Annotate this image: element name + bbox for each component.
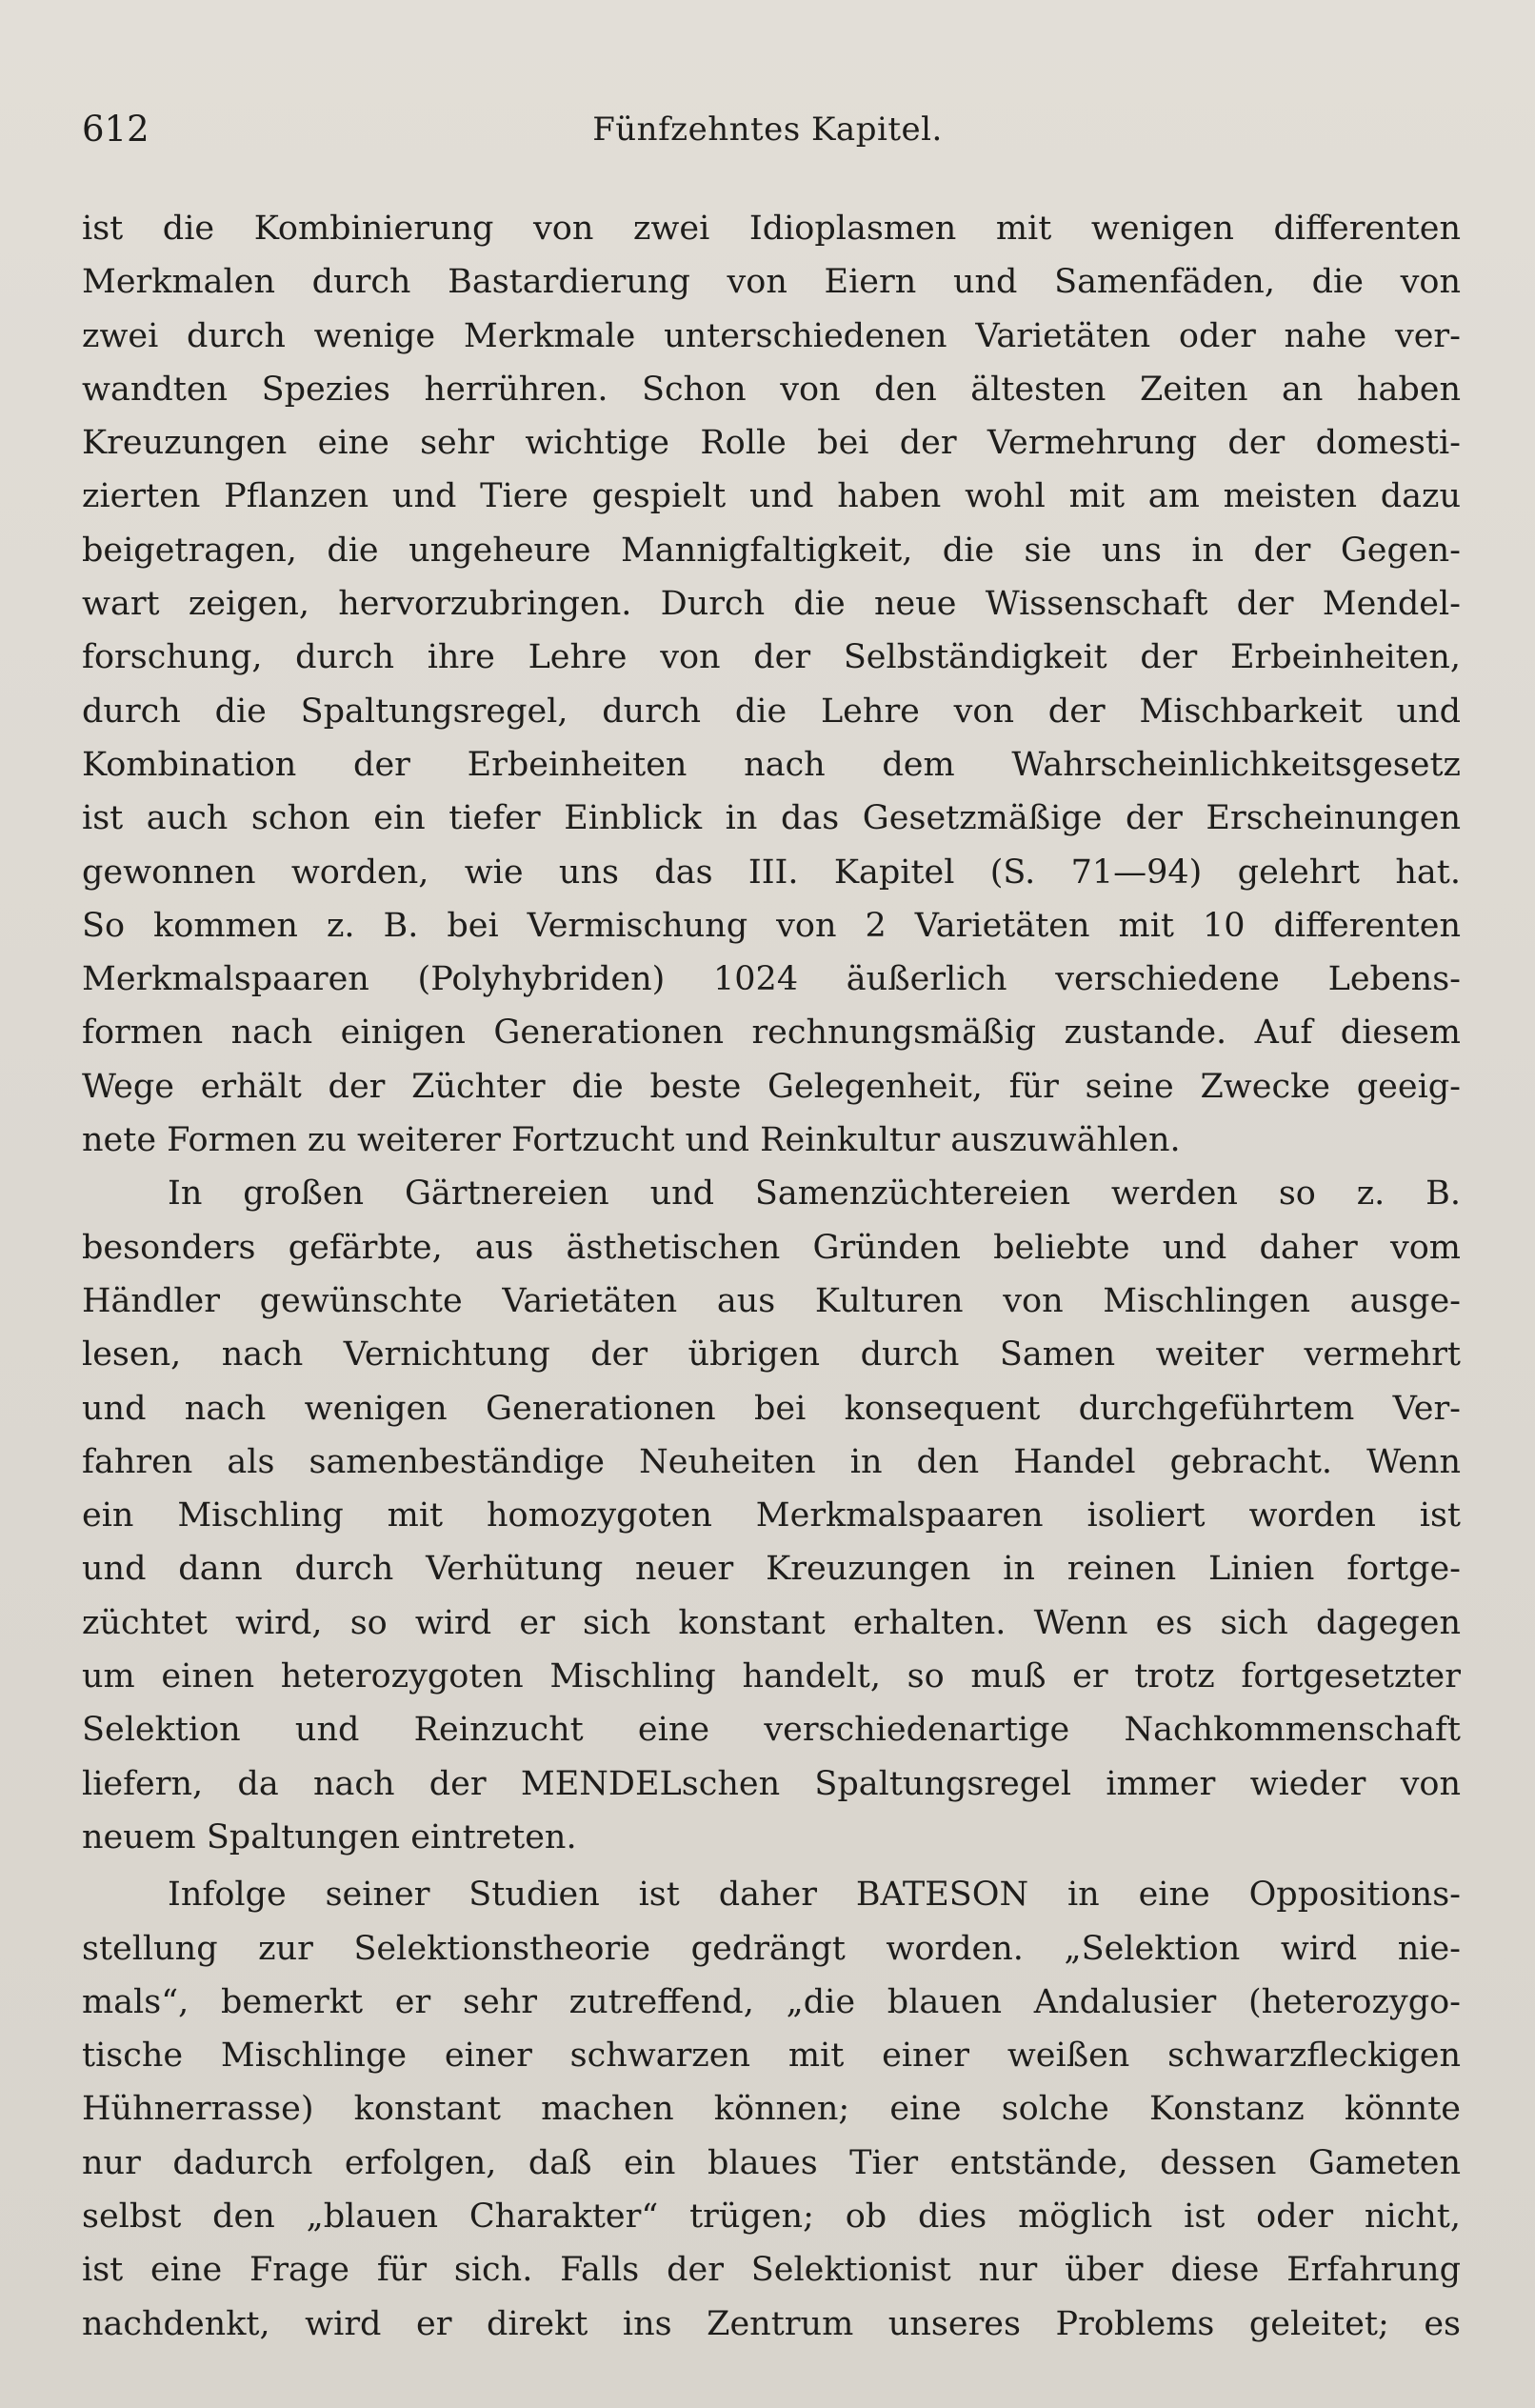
text-line: und nach wenigen Generationen bei konsequent durchgeführtem Ver- (82, 1389, 1461, 1428)
body-text (82, 202, 1461, 2351)
text-line: wandten Spezies herrühren. Schon von den ältesten Zeiten an haben (82, 370, 1461, 409)
text-line: liefern, da nach der MENDELschen Spaltungsregel immer wieder von (82, 1764, 1461, 1803)
text-line: mals“, bemerkt er sehr zutreffend, „die blauen Andalusier (heterozygo- (82, 1982, 1461, 2021)
text-line: So kommen z. B. bei Vermischung von 2 Varietäten mit 10 differenten (82, 906, 1461, 945)
text-line: Hühnerrasse) konstant machen können; eine solche Konstanz könnte (82, 2090, 1461, 2129)
page-number: 612 (82, 109, 150, 150)
text-line: züchtet wird, so wird er sich konstant erhalten. Wenn es sich dagegen (82, 1603, 1461, 1642)
text-line: nachdenkt, wird er direkt ins Zentrum unseres Problems geleitet; es (82, 2304, 1461, 2343)
paragraph-start-line: In großen Gärtnereien und Samenzüchtereien werden so z. B. (168, 1174, 1461, 1214)
text-line: Merkmalspaaren (Polyhybriden) 1024 äußerlich verschiedene Lebens- (82, 960, 1461, 999)
text-line: formen nach einigen Generationen rechnungsmäßig zustande. Auf diesem (82, 1013, 1461, 1053)
text-line: neuem Spaltungen eintreten. (82, 1817, 577, 1856)
text-line: besonders gefärbte, aus ästhetischen Gründen beliebte und daher vom (82, 1228, 1461, 1267)
text-line: ist eine Frage für sich. Falls der Selektionist nur über diese Erfahrung (82, 2251, 1461, 2290)
text-line: stellung zur Selektionstheorie gedrängt worden. „Selektion wird nie- (82, 1929, 1461, 1968)
text-line: Kreuzungen eine sehr wichtige Rolle bei der Vermehrung der domesti- (82, 424, 1461, 463)
text-line: tische Mischlinge einer schwarzen mit einer weißen schwarzfleckigen (82, 2037, 1461, 2076)
text-line: zwei durch wenige Merkmale unterschiedenen Varietäten oder nahe ver- (82, 316, 1461, 355)
text-line: wart zeigen, hervorzubringen. Durch die neue Wissenschaft der Mendel- (82, 585, 1461, 624)
text-line: gewonnen worden, wie uns das III. Kapitel (S. 71—94) gelehrt hat. (82, 853, 1461, 892)
text-line: forschung, durch ihre Lehre von der Selbständigkeit der Erbeinheiten, (82, 638, 1461, 677)
text-line: ist auch schon ein tiefer Einblick in das Gesetzmäßige der Erscheinungen (82, 799, 1461, 838)
text-line: nur dadurch erfolgen, daß ein blaues Tier entstände, dessen Gameten (82, 2143, 1461, 2182)
paragraph-start-line: Infolge seiner Studien ist daher BATESON in eine Oppositions- (168, 1876, 1461, 1915)
text-line: durch die Spaltungsregel, durch die Lehre von der Mischbarkeit und (82, 692, 1461, 731)
text-line: Händler gewünschte Varietäten aus Kulturen von Mischlingen ausge- (82, 1281, 1461, 1320)
text-line: beigetragen, die ungeheure Mannigfaltigkeit, die sie uns in der Gegen- (82, 531, 1461, 570)
text-line: zierten Pflanzen und Tiere gespielt und haben wohl mit am meisten dazu (82, 477, 1461, 516)
text-line: Kombination der Erbeinheiten nach dem Wahrscheinlichkeitsgesetz (82, 745, 1461, 784)
text-line: ein Mischling mit homozygoten Merkmalspaaren isoliert worden ist (82, 1496, 1461, 1535)
text-line: Merkmalen durch Bastardierung von Eiern und Samenfäden, die von (82, 263, 1461, 302)
text-line: nete Formen zu weiterer Fortzucht und Reinkultur auszuwählen. (82, 1121, 1181, 1160)
text-line: um einen heterozygoten Mischling handelt, so muß er trotz fortgesetzter (82, 1657, 1461, 1696)
text-line: und dann durch Verhütung neuer Kreuzungen in reinen Linien fortge- (82, 1550, 1461, 1589)
page-header (82, 101, 1453, 158)
text-line: lesen, nach Vernichtung der übrigen durch Samen weiter vermehrt (82, 1335, 1461, 1375)
running-head: Fünfzehntes Kapitel. (592, 110, 943, 149)
text-line: ist die Kombinierung von zwei Idioplasmen mit wenigen differenten (82, 210, 1461, 248)
text-line: Selektion und Reinzucht eine verschiedenartige Nachkommenschaft (82, 1711, 1461, 1750)
text-line: selbst den „blauen Charakter“ trügen; ob dies möglich ist oder nicht, (82, 2197, 1461, 2236)
text-line: Wege erhält der Züchter die beste Gelegenheit, für seine Zwecke geeig- (82, 1067, 1461, 1106)
text-line: fahren als samenbeständige Neuheiten in den Handel gebracht. Wenn (82, 1442, 1461, 1481)
